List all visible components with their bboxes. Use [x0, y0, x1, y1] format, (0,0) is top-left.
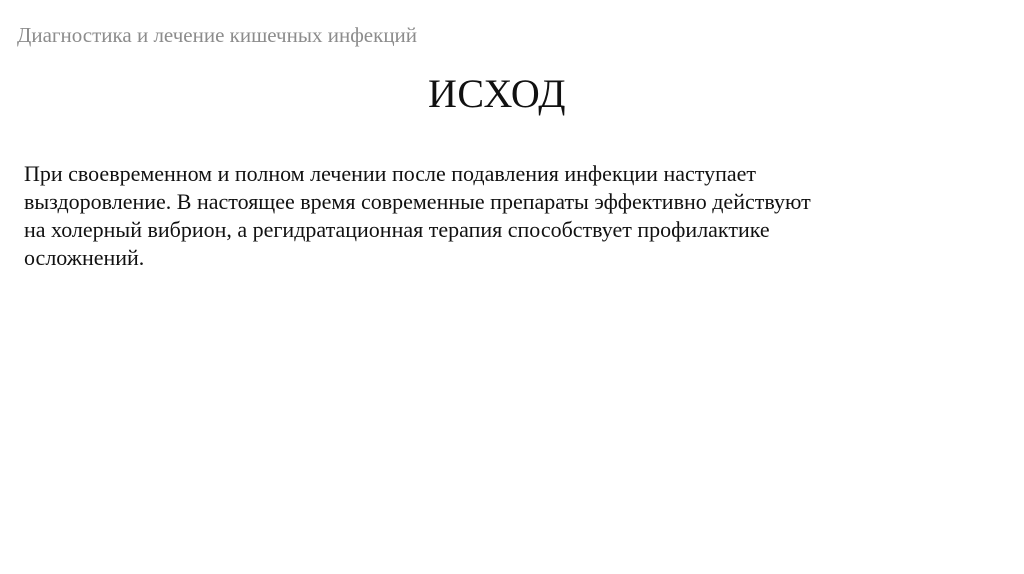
body-line: выздоровление. В настоящее время современные препараты эффективно действуют [24, 189, 811, 214]
slide-header: Диагностика и лечение кишечных инфекций [17, 23, 418, 47]
slide-title: ИСХОД [427, 71, 567, 116]
body-line: на холерный вибрион, а регидратационная терапия способствует профилактике [24, 217, 770, 242]
body-line: осложнений. [24, 245, 145, 270]
body-line: При своевременном и полном лечении после подавления инфекции наступает [24, 161, 756, 186]
slide-body-text [24, 160, 984, 272]
